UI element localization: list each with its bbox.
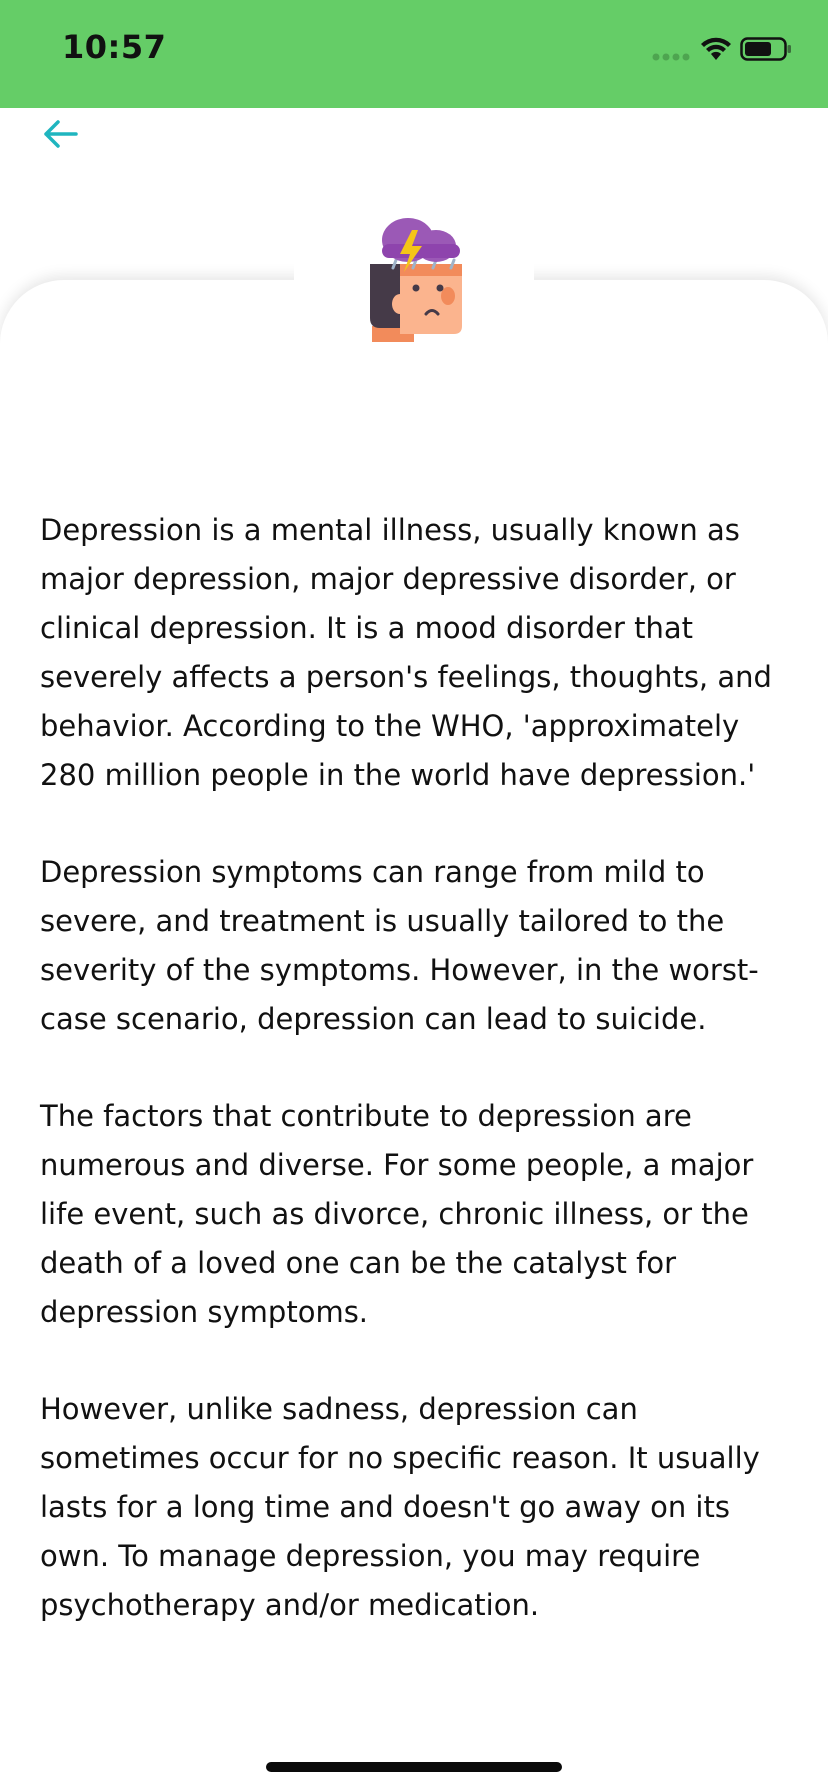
wifi-icon (700, 36, 732, 62)
article-paragraph: Depression is a mental illness, usually known as major depression, major depressive disorder, or clinical depression. It is a mood disorder that severely affects a person's feelings, thoughts, and behavior. According to the WHO, 'approximately 280 million people in the world have depression.' (40, 513, 772, 792)
home-indicator[interactable] (266, 1762, 562, 1772)
article-paragraph: However, unlike sadness, depression can sometimes occur for no specific reason. It usually lasts for a long time and doesn't go away on its own. To manage depression, you may require psychotherapy and/or medication. (40, 1392, 760, 1622)
article-body (40, 506, 796, 1678)
signal-icon (652, 52, 690, 62)
status-time: 10:57 (62, 28, 167, 66)
status-bar (0, 0, 828, 108)
arrow-left-icon (36, 112, 84, 160)
back-button[interactable] (36, 112, 84, 160)
battery-icon (740, 36, 792, 62)
article-paragraph: The factors that contribute to depression are numerous and diverse. For some people, a major life event, such as divorce, chronic illness, or the death of a loved one can be the catalyst for depression symptoms. (40, 1099, 754, 1329)
article-paragraph: Depression symptoms can range from mild to severe, and treatment is usually tailored to the severity of the symptoms. However, in the worst-case scenario, depression can lead to suicide. (40, 855, 759, 1036)
depressed-face-storm-cloud-icon (360, 208, 472, 348)
